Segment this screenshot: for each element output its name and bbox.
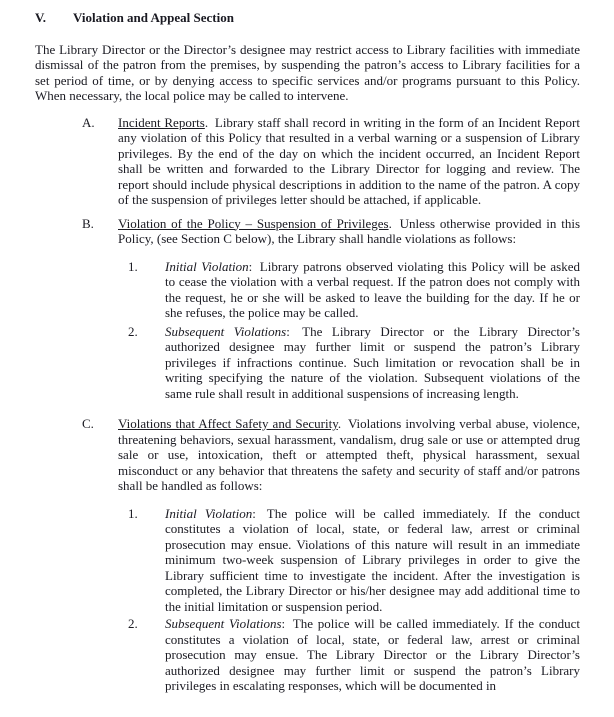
subitem-b2-paragraph <box>165 324 580 402</box>
subitem-b2-lead: Subsequent Violations <box>165 323 287 339</box>
subitem-b1-lead: Initial Violation <box>165 258 249 274</box>
subitem-c2 <box>128 616 580 694</box>
item-b-label: B. <box>82 215 94 231</box>
intro-paragraph: The Library Director or the Director’s designee may restrict access to Library facilities with immediate dismissal of the patron from the premises, by suspending the patron’s access to Library facilities for a set period of time, or by denying access to specific services and/or programs pursuant to this Policy. When necessary, the local police may be called to intervene. <box>35 41 580 103</box>
item-a-paragraph <box>118 115 580 208</box>
section-item-a <box>82 115 580 208</box>
subitem-b1-lead-punct: : <box>248 258 253 274</box>
item-a-heading-punct: . <box>204 114 209 130</box>
subitem-c1-lead: Initial Violation <box>165 505 253 521</box>
subitem-b2-lead-punct: : <box>286 323 290 339</box>
item-c-heading-punct: . <box>337 416 342 431</box>
subitem-b1-paragraph <box>165 259 580 321</box>
section-heading <box>35 10 580 26</box>
item-c-heading: Violations that Affect Safety and Security <box>118 416 338 431</box>
item-b-heading: Violation of the Policy – Suspension of Privileges <box>118 215 389 231</box>
subitem-b1 <box>128 259 580 321</box>
item-a-heading: Incident Reports <box>118 114 205 130</box>
subitem-c1-lead-punct: : <box>252 505 256 521</box>
item-a-body-text: Library staff shall record in writing in the form of an Incident Report any violation of this Policy that resulted in a verbal warning or a suspension of Library privileges. By the end of the day on which the incident occurred, an Incident Report shall be written and forwarded to the Library Director for logging and review. The report should include physical descriptions in addition to the name of the patron. A copy of the suspension of privileges letter should be attached, if applicable. <box>118 114 580 207</box>
section-item-b <box>82 216 580 247</box>
item-c-paragraph <box>118 416 580 494</box>
subitem-c1-paragraph <box>165 506 580 615</box>
item-b-paragraph <box>118 216 580 247</box>
item-b-heading-punct: . <box>388 215 392 231</box>
subitem-b2 <box>128 324 580 402</box>
subitem-b1-body-text: Library patrons observed violating this Policy will be asked to cease the violation with a verbal request. If the patron does not comply with the request, he or she will be asked to leave the building for the day. If he or she refuses, the police may be called. <box>165 258 580 320</box>
item-b-body-text: Unless otherwise provided in this Policy, (see Section C below), the Library shall handle violations as follows: <box>118 215 581 246</box>
subitem-c2-body-text: The police will be called immediately. If the conduct constitutes a violation of local, state, or federal law, arrest or criminal prosecution may ensue. The Library Director or the Library Director’s authorized designee may further limit or suspend the patron’s Library privileges in escalating responses, which will be documented in <box>165 616 580 693</box>
subitem-c2-label: 2. <box>128 616 138 631</box>
subitem-c2-lead-punct: : <box>281 616 286 631</box>
item-c-label: C. <box>82 416 94 431</box>
section-number: V. <box>35 10 46 25</box>
subitem-b2-body-text: The Library Director or the Library Director’s authorized designee may further limit or suspend the patron’s Library privileges if infractions continue. Such limitation or revocation shall be in writing specifying the nature of the violation. Subsequent violations of the same rule shall result in additional suspensions of increasing length. <box>165 323 580 401</box>
subitem-c2-lead: Subsequent Violations <box>165 616 282 631</box>
subitem-c2-paragraph <box>165 616 580 694</box>
subitem-c1-label: 1. <box>128 505 138 521</box>
subitem-b1-label: 1. <box>128 258 138 274</box>
item-c-body-text: Violations involving verbal abuse, violence, threatening behaviors, sexual harassment, vandalism, drug sale or use or attempted drug sale or use, intoxication, theft or attempted theft, physical harassment, sexual misconduct or any behavior that threatens the safety and security of staff and/or patrons shall be handled as follows: <box>118 416 580 493</box>
subitem-c1-body-text: The police will be called immediately. If the conduct constitutes a violation of local, state, or federal law, arrest or criminal prosecution may ensue. Violations of this nature will result in an immediate minimum two-week suspension of Library privileges in order to give the Library sufficient time to investigate the incident. After the investigation is completed, the Library Director or his/her designee may add additional time to the initial limitation or suspension period. <box>165 505 580 614</box>
subitem-c1 <box>128 506 580 615</box>
subitem-b2-label: 2. <box>128 323 138 339</box>
section-item-c <box>82 416 580 494</box>
section-title: Violation and Appeal Section <box>73 10 234 25</box>
item-a-label: A. <box>82 114 95 130</box>
